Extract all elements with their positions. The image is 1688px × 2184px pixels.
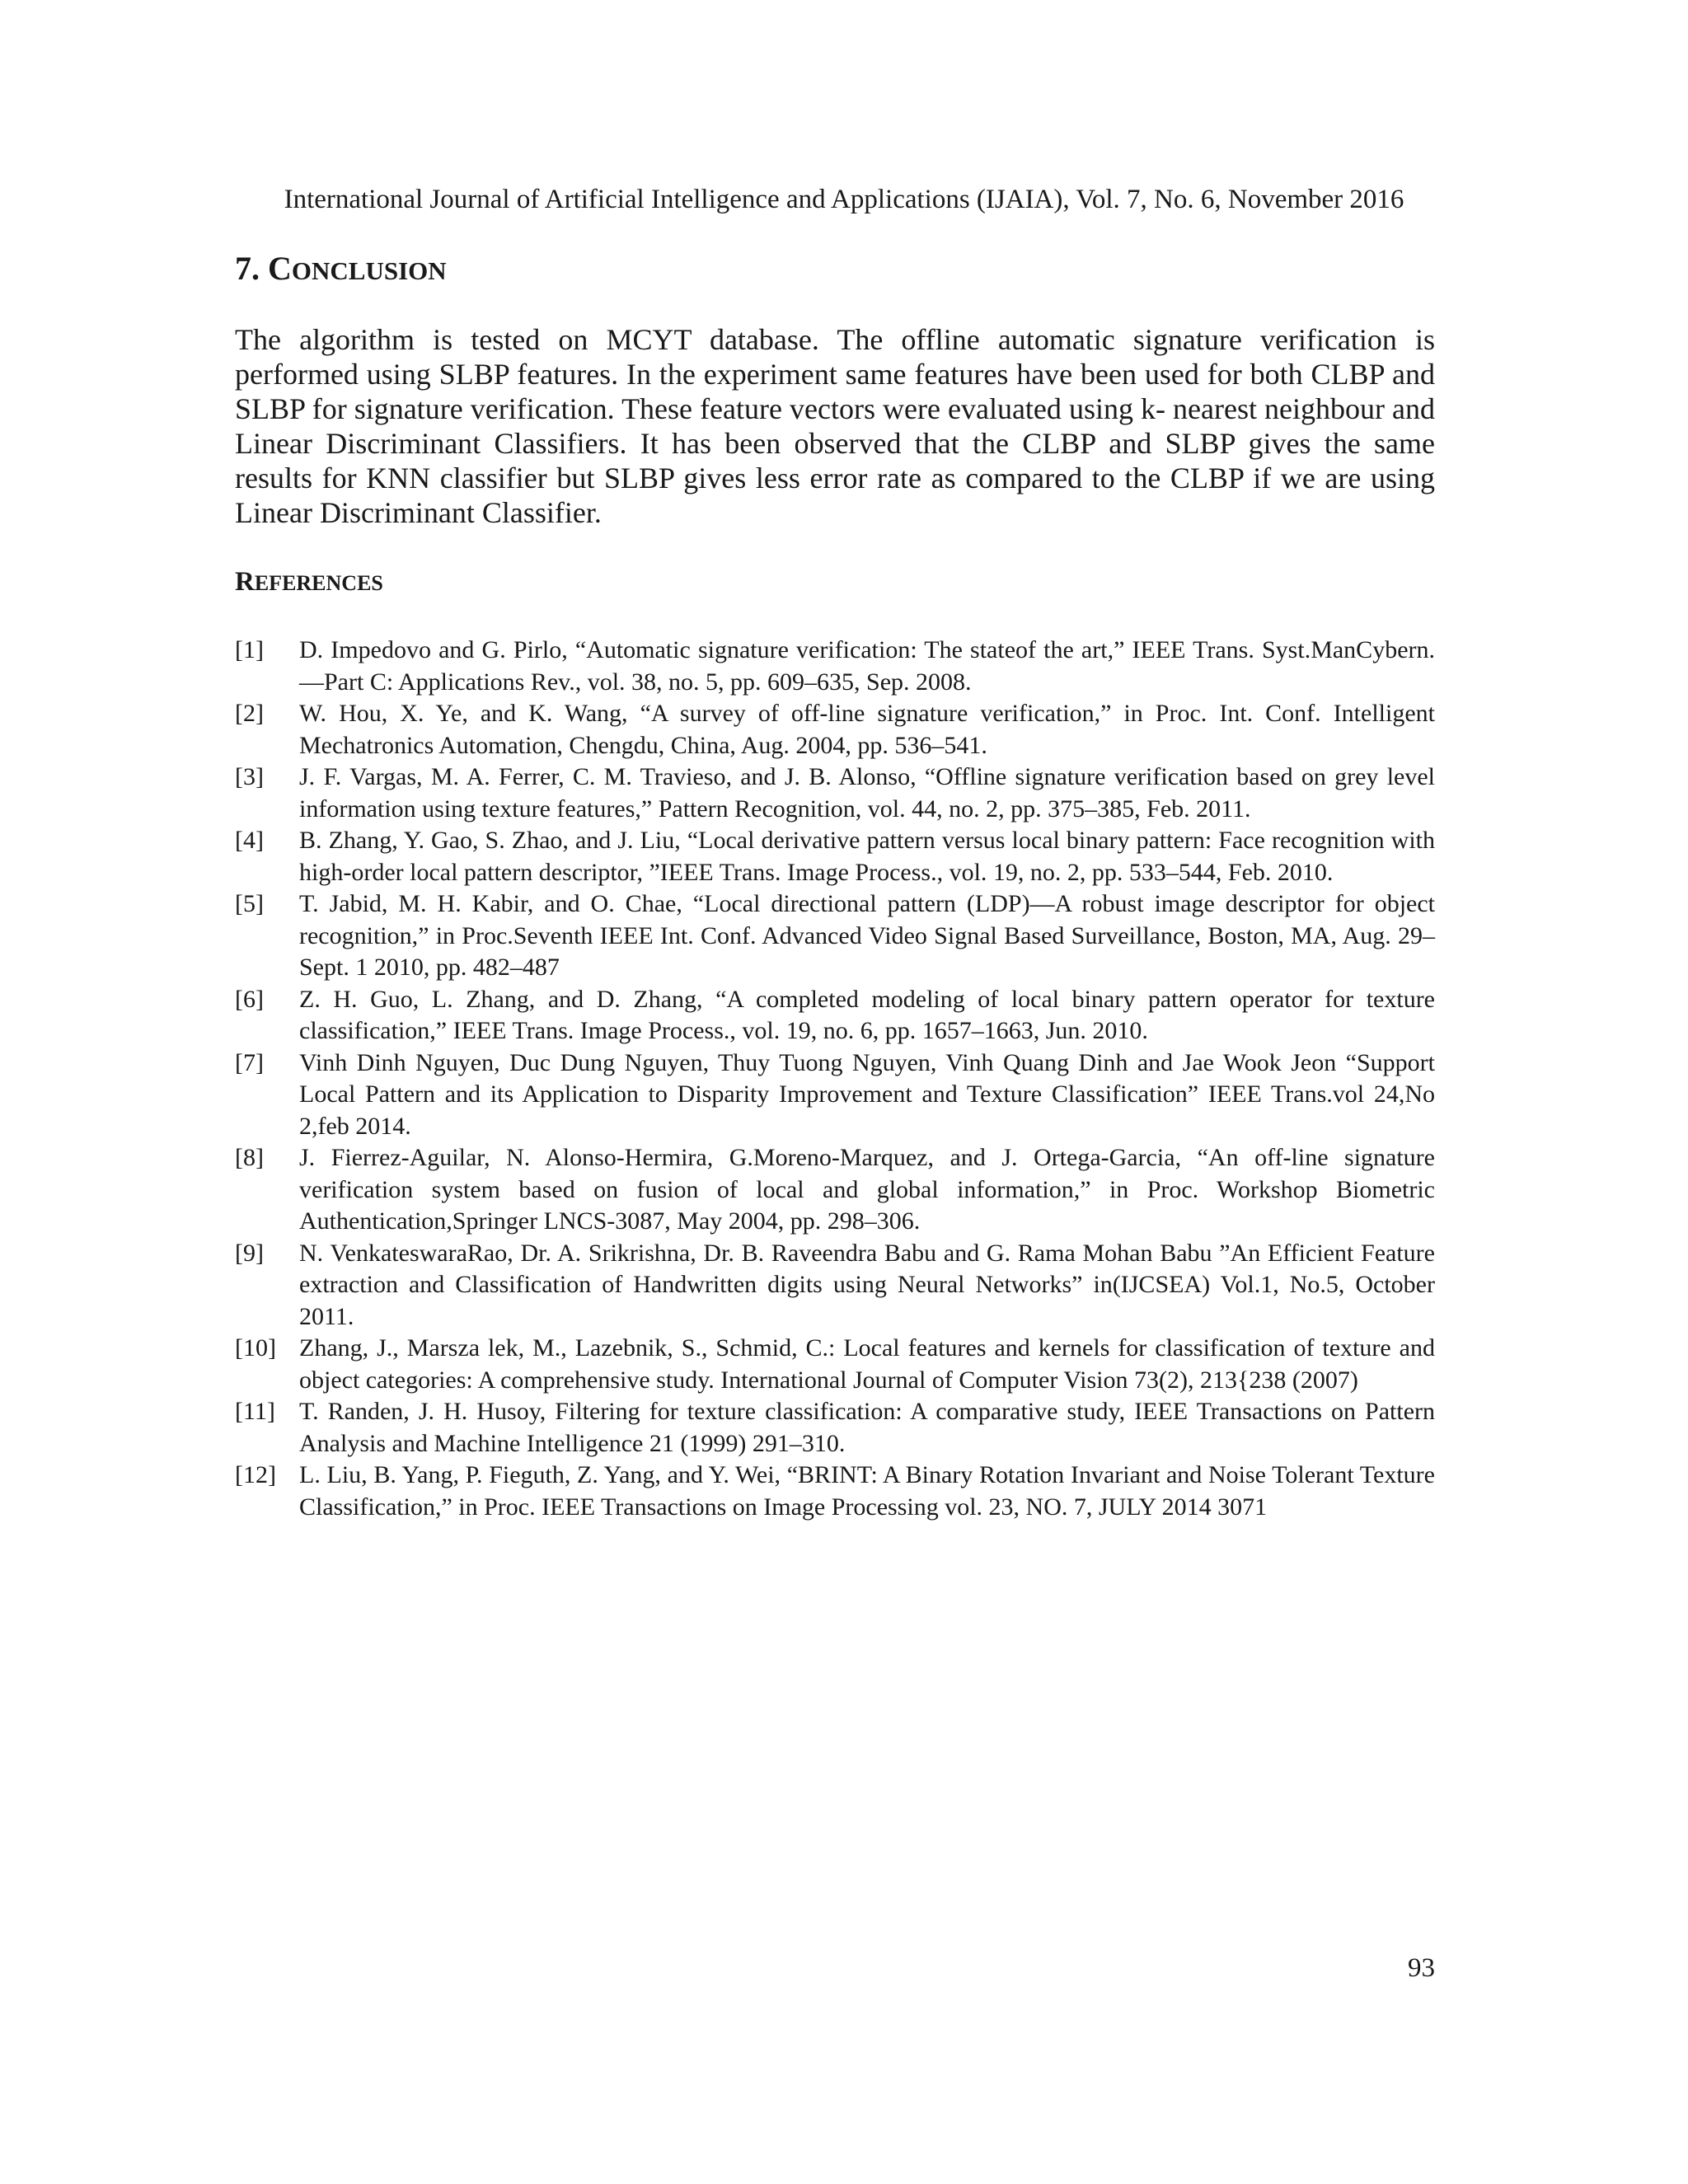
reference-text: W. Hou, X. Ye, and K. Wang, “A survey of off-line signature verification,” in Proc. Int. Conf. Intelligent Mechatronics Automation, Chengdu, China, Aug. 2004, pp. 536–541.: [299, 700, 1435, 759]
reference-item: [235, 888, 1435, 984]
reference-number: [7]: [235, 1048, 264, 1076]
reference-item: [235, 825, 1435, 888]
references-heading-rest: EFERENCES: [254, 571, 383, 595]
references-heading-prefix: R: [235, 567, 255, 597]
conclusion-heading: [235, 249, 447, 291]
reference-text: Zhang, J., Marsza lek, M., Lazebnik, S., Schmid, C.: Local features and kernels for classification of texture and object categories: A comprehensive study. International Journal of Computer Vision 73(2), 213{238 (2007): [299, 1334, 1435, 1394]
conclusion-heading-prefix: 7. C: [235, 250, 292, 287]
reference-text: Z. H. Guo, L. Zhang, and D. Zhang, “A completed modeling of local binary pattern operator for texture classification,” IEEE Trans. Image Process., vol. 19, no. 6, pp. 1657–1663, Jun. 2010.: [299, 985, 1435, 1044]
reference-text: B. Zhang, Y. Gao, S. Zhao, and J. Liu, “Local derivative pattern versus local binary pattern: Face recognition with high-order local pattern descriptor, ”IEEE Trans. Image Process., vol. 19, no. 2, pp. 533–544, Feb. 2010.: [299, 827, 1435, 886]
references-heading: [235, 565, 383, 600]
reference-number: [8]: [235, 1144, 264, 1171]
reference-text: T. Jabid, M. H. Kabir, and O. Chae, “Local directional pattern (LDP)—A robust image descriptor for object recognition,” in Proc.Seventh IEEE Int. Conf. Advanced Video Signal Based Surveillance, Boston, MA, Aug. 29–Sept. 1 2010, pp. 482–487: [299, 890, 1435, 981]
reference-number: [11]: [235, 1398, 275, 1425]
reference-number: [9]: [235, 1239, 264, 1267]
conclusion-paragraph: The algorithm is tested on MCYT database. The offline automatic signature verification is performed using SLBP features. In the experiment same features have been used for both CLBP and SLBP for signature verification. These feature vectors were evaluated using k- nearest neighbour and Linear Discriminant Classifiers. It has been observed that the CLBP and SLBP gives the same results for KNN classifier but SLBP gives less error rate as compared to the CLBP if we are using Linear Discriminant Classifier.: [235, 323, 1435, 529]
conclusion-heading-rest: ONCLUSION: [291, 256, 447, 285]
reference-item: [235, 762, 1435, 825]
reference-item: [235, 635, 1435, 698]
reference-number: [4]: [235, 827, 264, 854]
reference-item: [235, 1396, 1435, 1460]
reference-number: [2]: [235, 700, 264, 727]
reference-item: [235, 1142, 1435, 1238]
reference-item: [235, 698, 1435, 762]
reference-text: T. Randen, J. H. Husoy, Filtering for texture classification: A comparative study, IEEE Transactions on Pattern Analysis and Machine Intelligence 21 (1999) 291–310.: [299, 1398, 1435, 1457]
reference-number: [1]: [235, 636, 264, 663]
reference-text: N. VenkateswaraRao, Dr. A. Srikrishna, Dr. B. Raveendra Babu and G. Rama Mohan Babu ”An Efficient Feature extraction and Classification of Handwritten digits using Neural Networks” in(IJCSEA) Vol.1, No.5, October 2011.: [299, 1239, 1435, 1330]
page-number: 93: [1408, 1953, 1435, 1983]
reference-text: J. Fierrez-Aguilar, N. Alonso-Hermira, G.Moreno-Marquez, and J. Ortega-Garcia, “An off-line signature verification system based on fusion of local and global information,” in Proc. Workshop Biometric Authentication,Springer LNCS-3087, May 2004, pp. 298–306.: [299, 1144, 1435, 1235]
reference-item: [235, 1460, 1435, 1523]
reference-number: [10]: [235, 1334, 276, 1361]
reference-number: [3]: [235, 763, 264, 790]
reference-number: [6]: [235, 985, 264, 1013]
reference-text: Vinh Dinh Nguyen, Duc Dung Nguyen, Thuy Tuong Nguyen, Vinh Quang Dinh and Jae Wook Jeon “Support Local Pattern and its Application to Disparity Improvement and Texture Classification” IEEE Trans.vol 24,No 2,feb 2014.: [299, 1048, 1435, 1140]
reference-item: [235, 1238, 1435, 1333]
reference-list: [235, 635, 1435, 1523]
reference-item: [235, 1047, 1435, 1143]
reference-text: D. Impedovo and G. Pirlo, “Automatic signature verification: The stateof the art,” IEEE Trans. Syst.ManCybern.—Part C: Applications Rev., vol. 38, no. 5, pp. 609–635, Sep. 2008.: [299, 636, 1435, 696]
reference-item: [235, 984, 1435, 1047]
reference-number: [5]: [235, 890, 264, 917]
running-header: International Journal of Artificial Intelligence and Applications (IJAIA), Vol. 7, No. 6, November 2016: [284, 185, 1404, 214]
reference-text: J. F. Vargas, M. A. Ferrer, C. M. Travieso, and J. B. Alonso, “Offline signature verification based on grey level information using texture features,” Pattern Recognition, vol. 44, no. 2, pp. 375–385, Feb. 2011.: [299, 763, 1435, 823]
reference-item: [235, 1333, 1435, 1396]
reference-number: [12]: [235, 1461, 276, 1488]
reference-text: L. Liu, B. Yang, P. Fieguth, Z. Yang, and Y. Wei, “BRINT: A Binary Rotation Invariant and Noise Tolerant Texture Classification,” in Proc. IEEE Transactions on Image Processing vol. 23, NO. 7, JULY 2014 3071: [299, 1461, 1435, 1521]
